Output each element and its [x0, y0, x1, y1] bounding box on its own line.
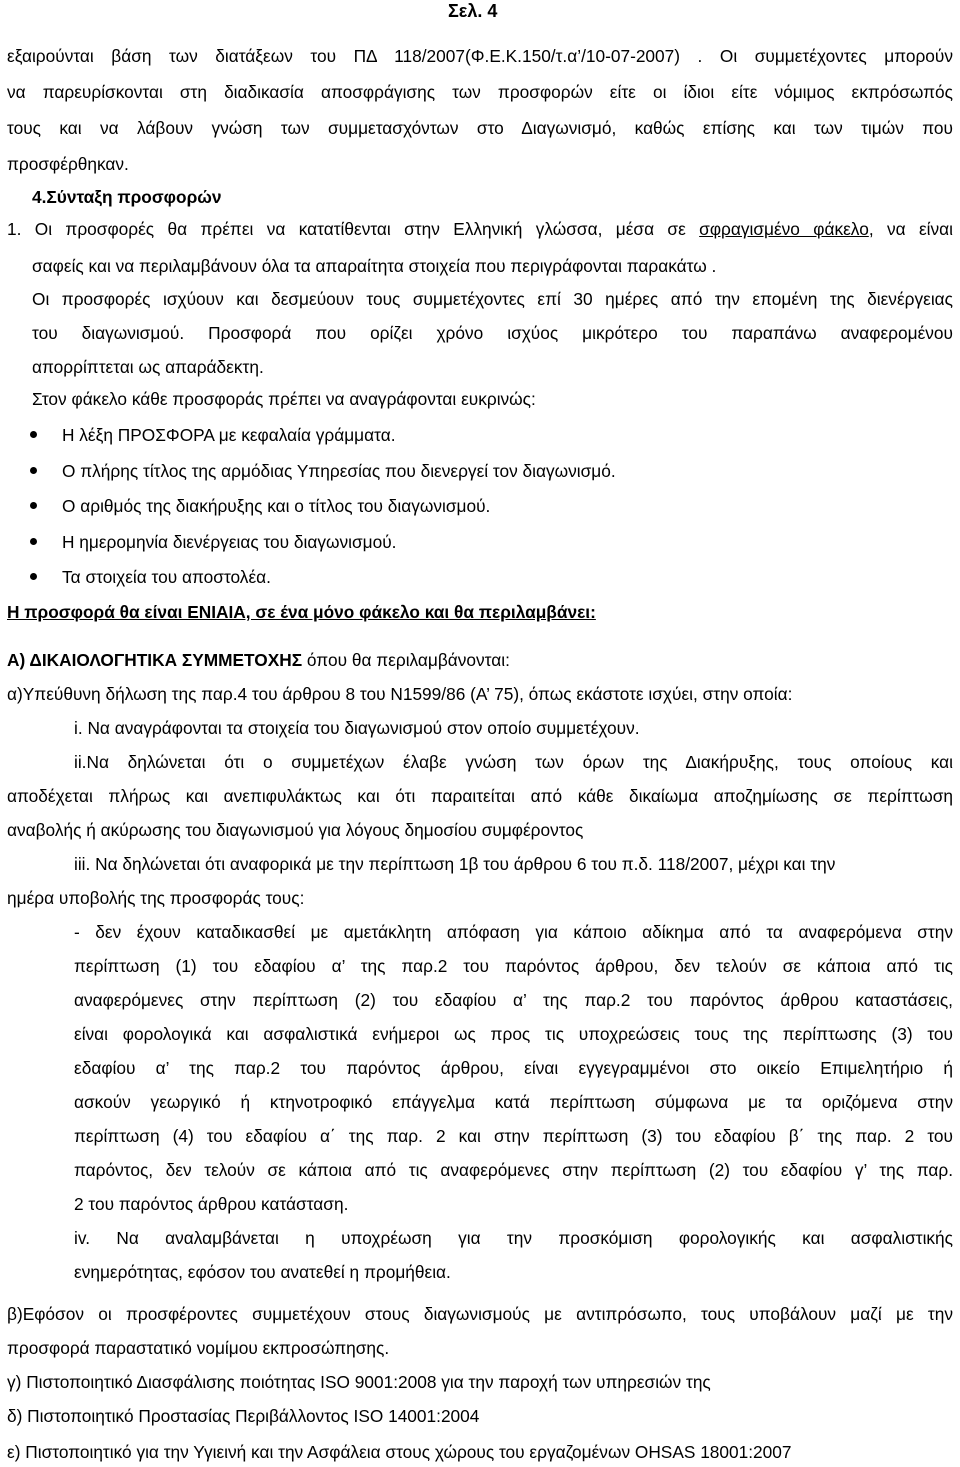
envelope-item: Ο πλήρης τίτλος της αρμόδιας Υπηρεσίας που διενεργεί τον διαγωνισμό.	[62, 461, 616, 481]
dash-line: - δεν έχουν καταδικασθεί με αμετάκλητη απόφαση για κάποιο αδίκημα από τα αναφερόμενα στην	[74, 922, 953, 942]
item-iii-line-1: iii. Να δηλώνεται ότι αναφορικά με την περίπτωση 1β του άρθρου 6 του π.δ. 118/2007, μέχρι και την	[74, 854, 836, 874]
item-i: i. Να αναγράφονται τα στοιχεία του διαγωνισμού στον οποίο συμμετέχουν.	[74, 718, 640, 738]
item-iv-line-1: iv. Να αναλαμβάνεται η υποχρέωση για την προσκόμιση φορολογικής και ασφαλιστικής	[74, 1228, 953, 1248]
dash-line: εδαφίου α’ της παρ.2 του παρόντος άρθρου, είναι εγγεγραμμένοι στο οικείο Επιμελητήριο ή	[74, 1058, 953, 1078]
intro-line-2: να παρευρίσκονται στη διαδικασία αποσφράγισης των προσφορών είτε οι ίδιοι είτε νόμιμος εκπρόσωπός	[7, 82, 953, 102]
dash-line: περίπτωση (1) του εδαφίου α’ της παρ.2 του παρόντος άρθρου, δεν τελούν σε κάποια από τις	[74, 956, 953, 976]
item-e: ε) Πιστοποιητικό για την Υγιεινή και την Ασφάλεια στους χώρους του εργαζομένων OHSAS 18001:2007	[7, 1442, 792, 1462]
envelope-intro: Στον φάκελο κάθε προσφοράς πρέπει να αναγράφονται ευκρινώς:	[32, 389, 536, 409]
part-a-title-bold: Α) ΔΙΚΑΙΟΛΟΓΗΤΙΚΑ ΣΥΜΜΕΤΟΧΗΣ	[7, 650, 303, 670]
section-heading: 4.Σύνταξη προσφορών	[32, 187, 222, 207]
part-a-title-rest: όπου θα περιλαμβάνονται:	[302, 650, 510, 670]
intro-line-3: τους και να λάβουν γνώση των συμμετασχόντων στο Διαγωνισμό, καθώς επίσης και των τιμών που	[7, 118, 953, 138]
envelope-item: Η λέξη ΠΡΟΣΦΟΡΑ με κεφαλαία γράμματα.	[62, 425, 396, 445]
offers-text-b: , να είναι	[868, 219, 953, 239]
dash-line: είναι φορολογικά και ασφαλιστικά ενήμεροι ως προς τις υποχρεώσεις τους της περίπτωσης (3) του	[74, 1024, 953, 1044]
item-iv-line-2: ενημερότητας, εφόσον του ανατεθεί η προμήθεια.	[74, 1262, 451, 1282]
envelope-item: Ο αριθμός της διακήρυξης και ο τίτλος του διαγωνισμού.	[62, 496, 491, 516]
envelope-item: Η ημερομηνία διενέργειας του διαγωνισμού.	[62, 532, 397, 552]
item-ii-line-2: αποδέχεται πλήρως και ανεπιφυλάκτως και ότι παραιτείται από κάθε δικαίωμα αποζημίωσης σε περίπτωση	[7, 786, 953, 806]
dash-line: 2 του παρόντος άρθρου κατάσταση.	[74, 1194, 349, 1214]
dash-line: περίπτωση (4) του εδαφίου α΄ της παρ. 2 και στην περίπτωση (3) του εδαφίου β΄ της παρ. 2 του	[74, 1126, 953, 1146]
bullet-dot	[30, 467, 37, 474]
validity-line-3: απορρίπτεται ως απαράδεκτη.	[32, 357, 264, 377]
dash-line: αναφερόμενες στην περίπτωση (2) του εδαφίου α’ της παρ.2 του παρόντος άρθρου καταστάσεις,	[74, 990, 953, 1010]
validity-line-2: του διαγωνισμού. Προσφορά που ορίζει χρόνο ισχύος μικρότερο του παραπάνω αναφερομένου	[32, 323, 953, 343]
bullet-dot	[30, 538, 37, 545]
item-ii-line-1: ii.Να δηλώνεται ότι ο συμμετέχων έλαβε γνώση των όρων της Διακήρυξης, τους οποίους και	[74, 752, 953, 772]
part-a-title	[7, 650, 510, 670]
page-number: Σελ. 4	[448, 1, 498, 21]
offers-text-a: 1. Οι προσφορές θα πρέπει να κατατίθενται στην Ελληνική γλώσσα, μέσα σε	[7, 219, 700, 239]
intro-line-4: προσφέρθηκαν.	[7, 154, 129, 174]
item-ii-line-3: αναβολής ή ακύρωσης του διαγωνισμού για λόγους δημοσίου συμφέροντος	[7, 820, 584, 840]
bullet-dot	[30, 502, 37, 509]
bullet-dot	[30, 573, 37, 580]
dash-line: παρόντος, δεν τελούν σε κάποια από τις αναφερόμενες στην περίπτωση (2) του εδαφίου γ’ της παρ.	[74, 1160, 953, 1180]
offers-paragraph-line-1	[7, 219, 953, 239]
validity-line-1: Οι προσφορές ισχύουν και δεσμεύουν τους συμμετέχοντες επί 30 ημέρες από την επομένη της διενέργειας	[32, 289, 953, 309]
item-d: δ) Πιστοποιητικό Προστασίας Περιβάλλοντος ISO 14001:2004	[7, 1406, 480, 1426]
item-iii-line-2: ημέρα υποβολής της προσφοράς τους:	[7, 888, 305, 908]
envelope-item: Τα στοιχεία του αποστολέα.	[62, 567, 271, 587]
offers-paragraph-line-2: σαφείς και να περιλαμβάνουν όλα τα απαραίτητα στοιχεία που περιγράφονται παρακάτω .	[32, 256, 717, 276]
dash-line: ασκούν γεωργικό ή κτηνοτροφικό επάγγελμα κατά περίπτωση σύμφωνα με τα οριζόμενα στην	[74, 1092, 953, 1112]
item-c: γ) Πιστοποιητικό Διασφάλισης ποιότητας ISO 9001:2008 για την παροχή των υπηρεσιών της	[7, 1372, 711, 1392]
item-b-line-1: β)Εφόσον οι προσφέροντες συμμετέχουν στους διαγωνισμούς με αντιπρόσωπο, τους υποβάλουν μαζί με την	[7, 1304, 953, 1324]
bullet-dot	[30, 431, 37, 438]
sealed-envelope-term: σφραγισμένο φάκελο	[699, 219, 869, 239]
intro-line-1: εξαιρούνται βάση των διατάξεων του ΠΔ 118/2007(Φ.Ε.Κ.150/τ.α’/10-07-2007) . Οι συμμετέχοντες μπορούν	[7, 46, 953, 66]
single-envelope-note: Η προσφορά θα είναι ΕΝΙΑΙΑ, σε ένα μόνο φάκελο και θα περιλαμβάνει:	[7, 602, 596, 622]
item-b-line-2: προσφορά παραστατικό νομίμου εκπροσώπησης.	[7, 1338, 390, 1358]
item-a-line: α)Υπεύθυνη δήλωση της παρ.4 του άρθρου 8 του Ν1599/86 (Α’ 75), όπως εκάστοτε ισχύει, στην οποία:	[7, 684, 793, 704]
